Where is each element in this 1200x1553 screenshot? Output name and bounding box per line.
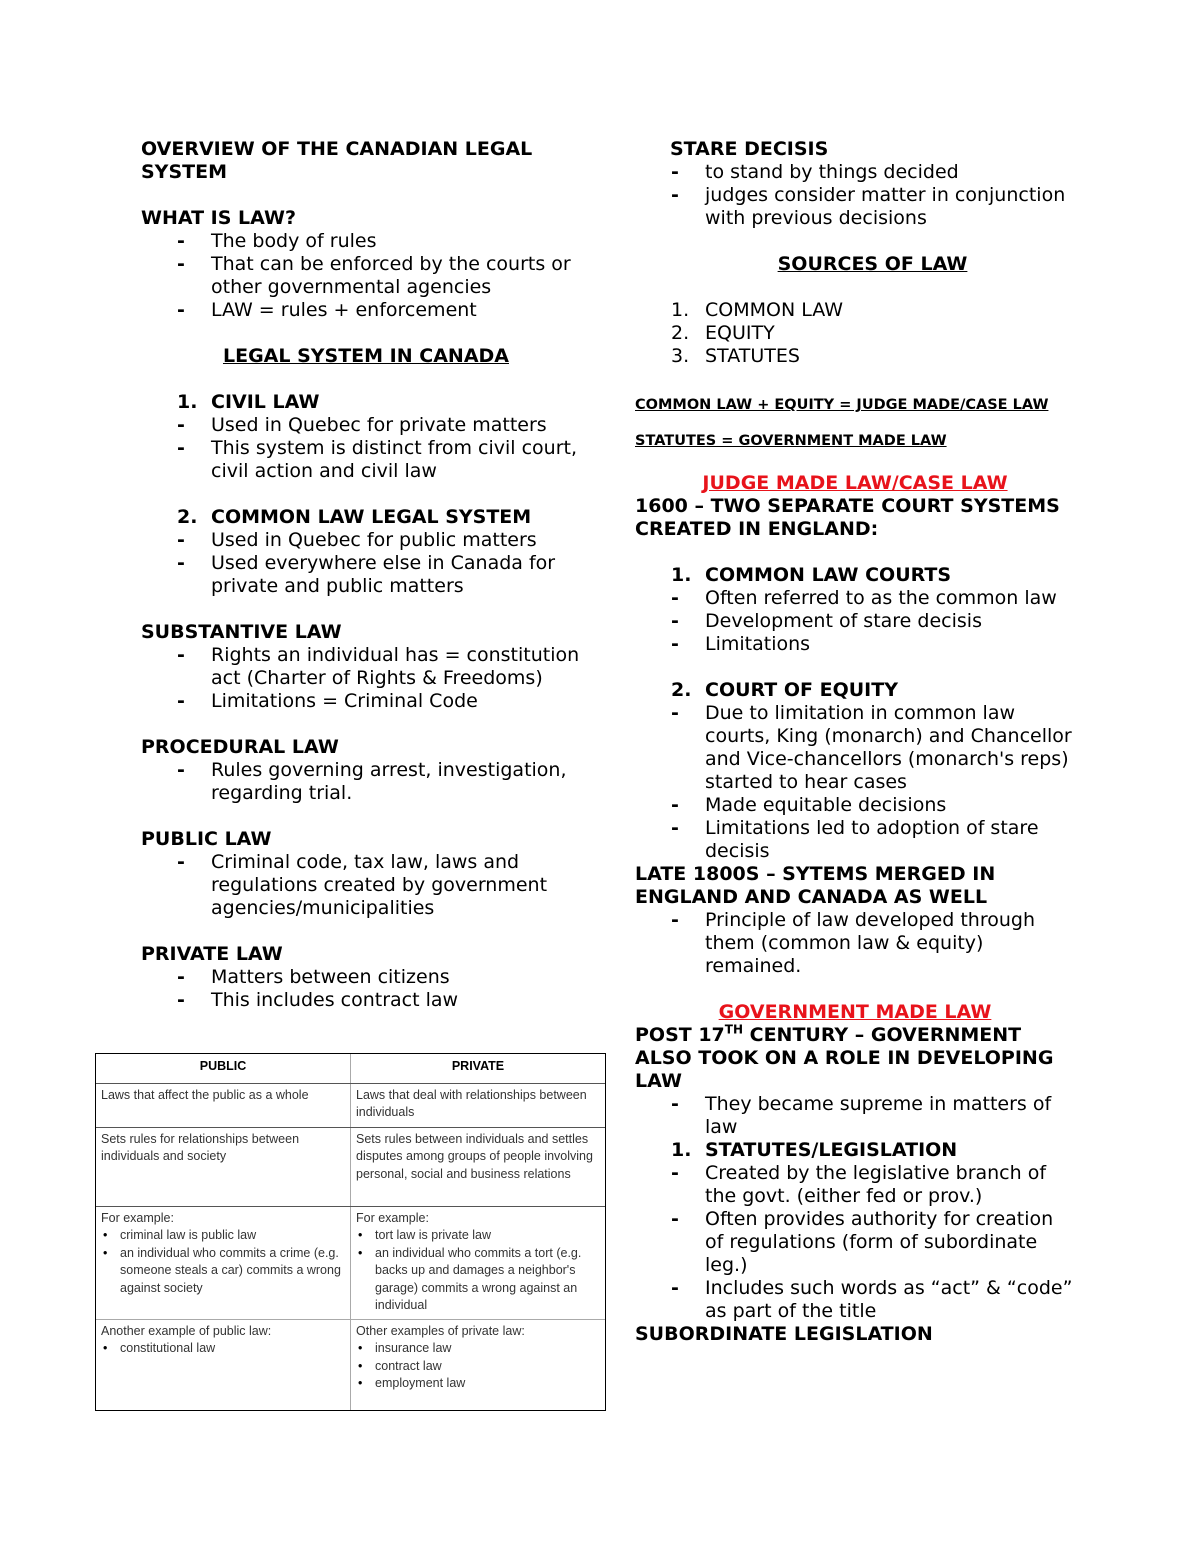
table-cell: Sets rules between individuals and settles disputes among groups of people involving personal, social and business relations (351, 1127, 606, 1206)
list-item: • constitutional law (101, 1340, 345, 1358)
table-cell: Laws that deal with relationships between individuals (351, 1083, 606, 1127)
list-item: • insurance law (356, 1340, 600, 1358)
subordinate-legislation-heading: SUBORDINATE LEGISLATION (635, 1323, 933, 1345)
list-item: - Limitations (671, 633, 811, 655)
table-row (96, 1319, 605, 1410)
right-column (635, 138, 1075, 1346)
procedural-law-heading: PROCEDURAL LAW (141, 736, 339, 758)
equation-government-made: STATUTES = GOVERNMENT MADE LAW (635, 433, 947, 449)
list-item: - They became supreme in matters of law (671, 1093, 1052, 1138)
table-cell: For example: • criminal law is public law • an individual who commits a crime (e.g. someone steals a car) commits a wrong against society (96, 1206, 351, 1319)
numbered-heading: 1. COMMON LAW COURTS (671, 564, 952, 586)
legal-system-heading: LEGAL SYSTEM IN CANADA (222, 345, 509, 367)
list-item: • an individual who commits a tort (e.g. backs up and damages a neighbor's garage) commits a wrong against an individual (356, 1245, 600, 1315)
list-item: - Due to limitation in common law courts, King (monarch) and Chancellor and Vice-chancellors (monarch's reps) started to hear cases (671, 702, 1072, 793)
list-item: 2. EQUITY (671, 322, 775, 344)
sources-of-law-heading: SOURCES OF LAW (777, 253, 968, 275)
list-item: 3. STATUTES (671, 345, 800, 367)
list-item: - Created by the legislative branch of the govt. (either fed or prov.) (671, 1162, 1047, 1207)
list-item: - Limitations led to adoption of stare decisis (671, 817, 1039, 862)
numbered-heading: 2. COURT OF EQUITY (671, 679, 898, 701)
table-row (96, 1206, 605, 1319)
table-cell: For example: • tort law is private law • an individual who commits a tort (e.g. backs up and damages a neighbor's garage) commits a wrong against an individual (351, 1206, 606, 1319)
list-item: - The body of rules (177, 230, 377, 252)
table-header-private: PRIVATE (351, 1054, 606, 1083)
government-made-law-heading: GOVERNMENT MADE LAW (718, 1001, 992, 1023)
numbered-heading: 1. CIVIL LAW (177, 391, 320, 413)
list-item: - That can be enforced by the courts or other governmental agencies (177, 253, 571, 298)
list-item: - Used in Quebec for private matters (177, 414, 547, 436)
public-law-heading: PUBLIC LAW (141, 828, 272, 850)
table-cell: Laws that affect the public as a whole (96, 1083, 351, 1127)
timeline-late-1800s: LATE 1800S – SYTEMS MERGED IN ENGLAND AND CANADA AS WELL (635, 863, 996, 908)
list-item: - Rules governing arrest, investigation, regarding trial. (177, 759, 567, 804)
timeline-post-17th-century: POST 17TH CENTURY – GOVERNMENT ALSO TOOK ON A ROLE IN DEVELOPING LAW (635, 1022, 1054, 1092)
equation-judge-made: COMMON LAW + EQUITY = JUDGE MADE/CASE LAW (635, 397, 1049, 413)
list-item: • tort law is private law (356, 1227, 600, 1245)
left-column (141, 138, 591, 1012)
private-law-heading: PRIVATE LAW (141, 943, 283, 965)
list-item: - Used everywhere else in Canada for private and public matters (177, 552, 556, 597)
list-item: • criminal law is public law (101, 1227, 345, 1245)
list-item: - Includes such words as “act” & “code” as part of the title (671, 1277, 1073, 1322)
timeline-1600: 1600 – TWO SEPARATE COURT SYSTEMS CREATED IN ENGLAND: (635, 495, 1060, 540)
document-title: OVERVIEW OF THE CANADIAN LEGAL SYSTEM (141, 138, 533, 183)
list-item: - Matters between citizens (177, 966, 450, 988)
list-item: - This system is distinct from civil court, civil action and civil law (177, 437, 577, 482)
table-header-public: PUBLIC (96, 1054, 351, 1083)
list-item: - Often referred to as the common law (671, 587, 1057, 609)
numbered-heading: 2. COMMON LAW LEGAL SYSTEM (177, 506, 532, 528)
stare-decisis-heading: STARE DECISIS (670, 138, 829, 160)
list-item: - Used in Quebec for public matters (177, 529, 537, 551)
list-item: - Development of stare decisis (671, 610, 982, 632)
list-item: - Made equitable decisions (671, 794, 947, 816)
table-row (96, 1083, 605, 1127)
list-item: 1. COMMON LAW (671, 299, 843, 321)
judge-made-law-heading: JUDGE MADE LAW/CASE LAW (702, 472, 1008, 494)
table-row (96, 1127, 605, 1206)
list-item: - Principle of law developed through them (common law & equity) remained. (671, 909, 1035, 977)
table-cell: Another example of public law: • constitutional law (96, 1319, 351, 1410)
public-private-table (95, 1053, 606, 1411)
table-cell: Sets rules for relationships between individuals and society (96, 1127, 351, 1206)
list-item: - Rights an individual has = constitution act (Charter of Rights & Freedoms) (177, 644, 580, 689)
list-item: - Often provides authority for creation of regulations (form of subordinate leg.) (671, 1208, 1054, 1276)
what-is-law-heading: WHAT IS LAW? (141, 207, 296, 229)
list-item: - judges consider matter in conjunction with previous decisions (671, 184, 1066, 229)
numbered-heading: 1. STATUTES/LEGISLATION (671, 1139, 958, 1161)
list-item: • an individual who commits a crime (e.g. someone steals a car) commits a wrong against society (101, 1245, 345, 1298)
substantive-law-heading: SUBSTANTIVE LAW (141, 621, 342, 643)
list-item: - Criminal code, tax law, laws and regulations created by government agencies/municipalities (177, 851, 548, 919)
list-item: - This includes contract law (177, 989, 459, 1011)
list-item: - to stand by things decided (671, 161, 959, 183)
table-cell: Other examples of private law: • insurance law • contract law • employment law (351, 1319, 606, 1410)
list-item: - Limitations = Criminal Code (177, 690, 478, 712)
list-item: • employment law (356, 1375, 600, 1393)
list-item: - LAW = rules + enforcement (177, 299, 477, 321)
list-item: • contract law (356, 1358, 600, 1376)
